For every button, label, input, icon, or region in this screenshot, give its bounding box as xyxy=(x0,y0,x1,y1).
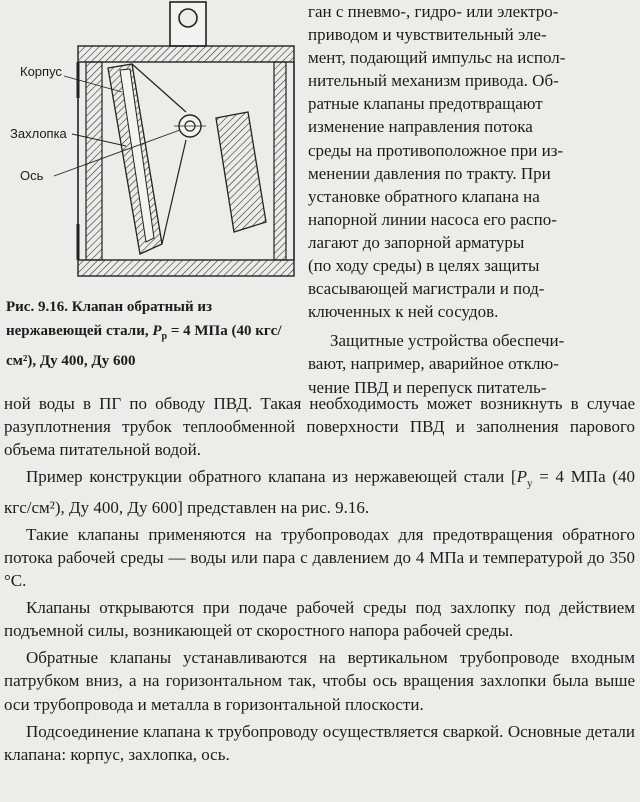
paragraph: Клапаны открываются при подаче рабочей среды под захлопку под действием подъемной силы, возникающей от скоростного напора рабочей среды. xyxy=(4,598,635,641)
paragraph: ган с пневмо-, гидро- или электро- приводом и чувствительный эле- мент, подающий импульс на испол- нительный механизм привода. Об- ратные клапаны предотвращают изменение направления потока среды на противоположное при из- менении давления по тракту. При установке обратного клапана на напорной линии насоса его распо- лагают до запорной арматуры (по ходу среды) в целях защиты всасывающей магистрали и под- ключенных к ней сосудов. xyxy=(308,2,566,322)
paragraph: Пример конструкции обратного клапана из нержавеющей стали [$P_у = 4$ МПа (40 кгс/см²), Ду 400, Ду 600] представлен на рис. 9.16. xyxy=(4,467,636,517)
paragraph: Подсоединение клапана к трубопроводу осуществляется сваркой. Основные детали клапана: корпус, захлопка, ось. xyxy=(4,721,635,764)
right-column-text xyxy=(308,0,635,399)
label-axis: Ось xyxy=(20,168,44,183)
paragraph: ной воды в ПГ по обводу ПВД. Такая необходимость может возникнуть в случае разуплотнения трубок теплообменной поверхности ПВД и заполнения парового объема питательной водой. xyxy=(4,394,635,460)
label-flap: Захлопка xyxy=(10,126,67,141)
open-flap-position xyxy=(216,112,266,232)
valve-drawing xyxy=(4,0,298,292)
lifting-lug xyxy=(170,2,206,46)
body-text xyxy=(4,392,635,766)
label-housing: Корпус xyxy=(20,64,62,79)
flap-axis xyxy=(174,115,206,137)
paragraph: Такие клапаны применяются на трубопроводах для предотвращения обратного потока рабочей среды — воды или пара с давлением до 4 МПа и температурой до 350 °С. xyxy=(4,524,635,591)
figure-caption: Рис. 9.16. Клапан обратный из нержавеющей стали, $P_р = 4$ МПа (40 кгс/см²), Ду 400, Ду 600 xyxy=(6,299,282,369)
figure-9-16 xyxy=(4,0,298,292)
valve-flap xyxy=(108,64,186,254)
paragraph: Обратные клапаны устанавливаются на вертикальном трубопроводе входным патрубком вниз, а на горизонтальном так, чтобы ось вращения захлопки была выше оси трубопровода и металла в горизонтальной плоскости. xyxy=(4,648,635,714)
paragraph: Защитные устройства обеспечи- вают, например, аварийное отклю- чение ПВД и перепуск питатель- xyxy=(308,331,565,397)
